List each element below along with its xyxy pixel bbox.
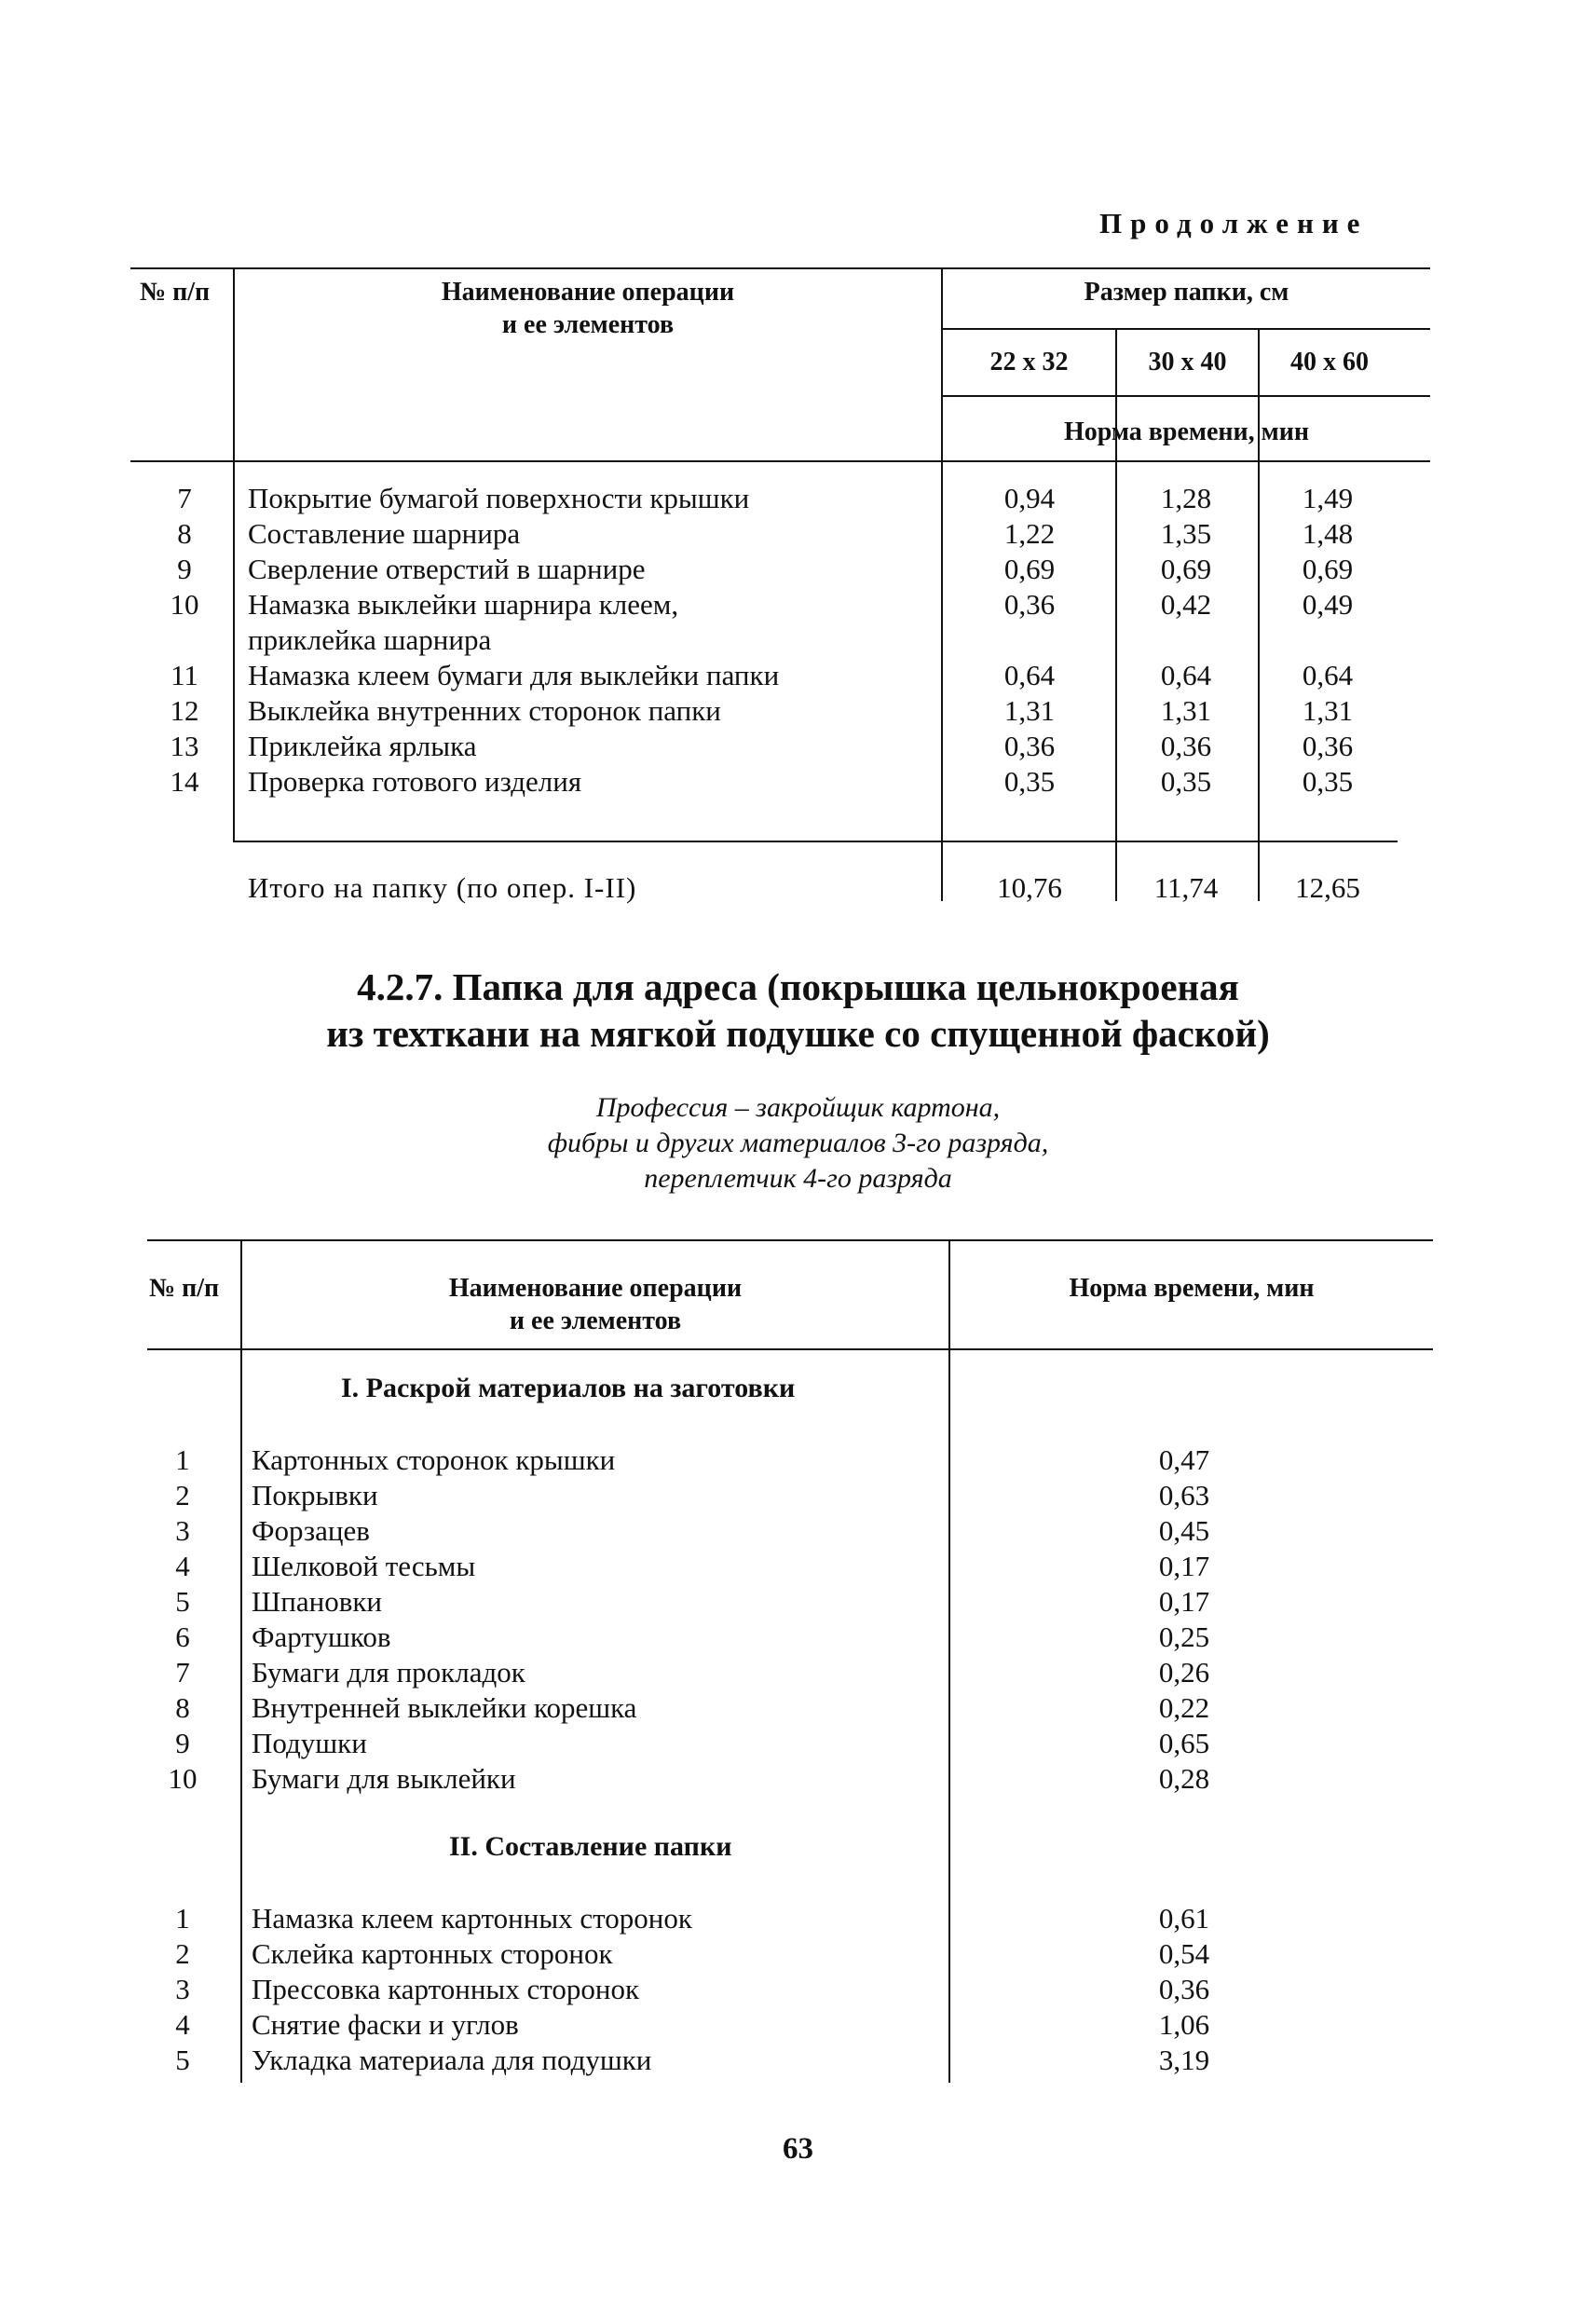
norm-value: 0,17 — [1158, 1550, 1210, 1582]
row-number: 11 — [171, 659, 198, 691]
norm-22x32: 0,94 — [1003, 482, 1056, 514]
norm-40x60: 1,49 — [1302, 482, 1354, 514]
operation-name: Покрытие бумагой поверхности крышки — [248, 482, 750, 514]
t2-col-divider-1 — [240, 1239, 242, 2083]
t1-header-size-1: 22 x 32 — [989, 348, 1069, 376]
norm-22x32: 0,36 — [1003, 588, 1056, 621]
norm-30x40: 0,36 — [1160, 730, 1212, 762]
norm-value: 0,65 — [1158, 1727, 1210, 1759]
t1-size-rule — [941, 328, 1430, 330]
group-1-title: I. Раскрой материалов на заготовки — [341, 1373, 796, 1403]
operation-name: Снятие фаски и углов — [252, 2008, 519, 2041]
row-number: 2 — [175, 1937, 190, 1970]
total-40x60: 12,65 — [1295, 871, 1360, 904]
row-number: 5 — [175, 2044, 190, 2076]
row-number: 6 — [175, 1620, 190, 1653]
t1-header-norm: Норма времени, мин — [1063, 417, 1310, 446]
t2-header-num: № п/п — [149, 1274, 220, 1303]
row-number: 3 — [175, 1973, 190, 2005]
operation-name: Приклейка ярлыка — [248, 730, 477, 762]
norm-22x32: 0,36 — [1003, 730, 1056, 762]
continuation-label: Продолжение — [1099, 207, 1369, 239]
norm-40x60: 0,69 — [1302, 553, 1354, 585]
norm-value: 0,63 — [1158, 1479, 1210, 1511]
t1-header-name-line1: Наименование операции — [441, 278, 735, 307]
operation-name: Намазка клеем картонных сторонок — [252, 1902, 692, 1935]
total-30x40: 11,74 — [1153, 871, 1219, 904]
norm-value: 0,22 — [1158, 1691, 1210, 1724]
norm-value: 0,17 — [1158, 1585, 1210, 1618]
t1-header-size-2: 30 x 40 — [1148, 348, 1227, 376]
operation-name: Склейка картонных сторонок — [252, 1937, 613, 1970]
norm-value: 0,47 — [1158, 1443, 1210, 1476]
operation-name: Форзацев — [252, 1514, 370, 1547]
row-number: 14 — [170, 765, 199, 798]
operation-name: Намазка клеем бумаги для выклейки папки — [248, 659, 780, 691]
norm-22x32: 0,64 — [1003, 659, 1056, 691]
norm-value: 3,19 — [1158, 2044, 1210, 2076]
total-22x32: 10,76 — [997, 871, 1062, 904]
norm-30x40: 1,31 — [1160, 694, 1212, 727]
norm-value: 1,06 — [1158, 2008, 1210, 2041]
norm-22x32: 0,69 — [1003, 553, 1056, 585]
norm-value: 0,54 — [1158, 1937, 1210, 1970]
profession-line-1: Профессия – закройщик картона, — [595, 1092, 1001, 1123]
norm-value: 0,25 — [1158, 1620, 1210, 1653]
norm-40x60: 0,36 — [1302, 730, 1354, 762]
operation-name-continued: приклейка шарнира — [248, 623, 492, 656]
t2-top-rule — [147, 1239, 1433, 1241]
row-number: 7 — [175, 1656, 190, 1689]
operation-name: Составление шарнира — [248, 517, 521, 550]
norm-40x60: 0,49 — [1302, 588, 1354, 621]
t1-header-name-line2: и ее элементов — [501, 310, 675, 339]
t2-header-bottom-rule — [147, 1348, 1433, 1350]
row-number: 8 — [175, 1691, 190, 1724]
norm-30x40: 0,69 — [1160, 553, 1212, 585]
row-number: 10 — [168, 1762, 198, 1795]
operation-name: Картонных сторонок крышки — [252, 1443, 616, 1476]
norm-30x40: 1,35 — [1160, 517, 1212, 550]
t2-col-divider-2 — [948, 1239, 950, 2083]
t1-header-size-3: 40 x 60 — [1290, 348, 1369, 376]
norm-22x32: 1,31 — [1003, 694, 1056, 727]
operation-name: Укладка материала для подушки — [252, 2044, 652, 2076]
norm-40x60: 1,48 — [1302, 517, 1354, 550]
t2-header-name-line1: Наименование операции — [448, 1274, 743, 1303]
norm-30x40: 0,64 — [1160, 659, 1212, 691]
operation-name: Покрывки — [252, 1479, 378, 1511]
row-number: 1 — [175, 1443, 190, 1476]
section-title-line-1: 4.2.7. Папка для адреса (покрышка цельнокроеная — [357, 965, 1239, 1008]
row-number: 4 — [175, 1550, 190, 1582]
row-number: 3 — [175, 1514, 190, 1547]
norm-value: 0,45 — [1158, 1514, 1210, 1547]
row-number: 4 — [175, 2008, 190, 2041]
operation-name: Сверление отверстий в шарнире — [248, 553, 646, 585]
row-number: 13 — [170, 730, 199, 762]
operation-name: Прессовка картонных сторонок — [252, 1973, 640, 2005]
section-title-line-2: из техткани на мягкой подушке со спущенной фаской) — [326, 1012, 1270, 1055]
row-number: 2 — [175, 1479, 190, 1511]
t1-header-num: № п/п — [140, 278, 211, 307]
operation-name: Шпановки — [252, 1585, 382, 1618]
norm-30x40: 1,28 — [1160, 482, 1212, 514]
t1-top-rule — [130, 267, 1430, 269]
profession-line-3: переплетчик 4-го разряда — [644, 1163, 952, 1194]
operation-name: Бумаги для прокладок — [252, 1656, 525, 1689]
row-number: 5 — [175, 1585, 190, 1618]
operation-name: Бумаги для выклейки — [252, 1762, 516, 1795]
profession-line-2: фибры и других материалов 3-го разряда, — [547, 1128, 1049, 1158]
norm-value: 0,28 — [1158, 1762, 1210, 1795]
t1-col-divider-1 — [233, 267, 235, 841]
operation-name: Фартушков — [252, 1620, 391, 1653]
row-number: 7 — [177, 482, 192, 514]
norm-value: 0,26 — [1158, 1656, 1210, 1689]
t2-header-norm: Норма времени, мин — [1069, 1274, 1315, 1303]
operation-name: Намазка выклейки шарнира клеем, — [248, 588, 679, 621]
row-number: 1 — [175, 1902, 190, 1935]
norm-40x60: 0,64 — [1302, 659, 1354, 691]
norm-40x60: 1,31 — [1302, 694, 1354, 727]
t1-header-size-group: Размер папки, см — [1084, 278, 1289, 307]
page-number: 63 — [783, 2132, 813, 2166]
norm-22x32: 0,35 — [1003, 765, 1056, 798]
operation-name: Внутренней выклейки корешка — [252, 1691, 637, 1724]
row-number: 9 — [177, 553, 192, 585]
row-number: 10 — [170, 588, 199, 621]
operation-name: Выклейка внутренних сторонок папки — [248, 694, 721, 727]
operation-name: Проверка готового изделия — [248, 765, 582, 798]
t2-header-name-line2: и ее элементов — [509, 1306, 682, 1335]
norm-value: 0,61 — [1158, 1902, 1210, 1935]
row-number: 9 — [175, 1727, 190, 1759]
row-number: 12 — [170, 694, 199, 727]
group-2-title: II. Составление папки — [449, 1831, 732, 1862]
t1-total-rule — [233, 841, 1398, 842]
operation-name: Шелковой тесьмы — [252, 1550, 476, 1582]
norm-40x60: 0,35 — [1302, 765, 1354, 798]
norm-22x32: 1,22 — [1003, 517, 1056, 550]
operation-name: Подушки — [252, 1727, 367, 1759]
norm-30x40: 0,42 — [1160, 588, 1212, 621]
row-number: 8 — [177, 517, 192, 550]
t1-header-bottom-rule — [130, 460, 1430, 462]
norm-30x40: 0,35 — [1160, 765, 1212, 798]
norm-value: 0,36 — [1158, 1973, 1210, 2005]
total-label: Итого на папку (по опер. I-II) — [248, 871, 637, 904]
t1-subhead-rule — [941, 395, 1430, 397]
